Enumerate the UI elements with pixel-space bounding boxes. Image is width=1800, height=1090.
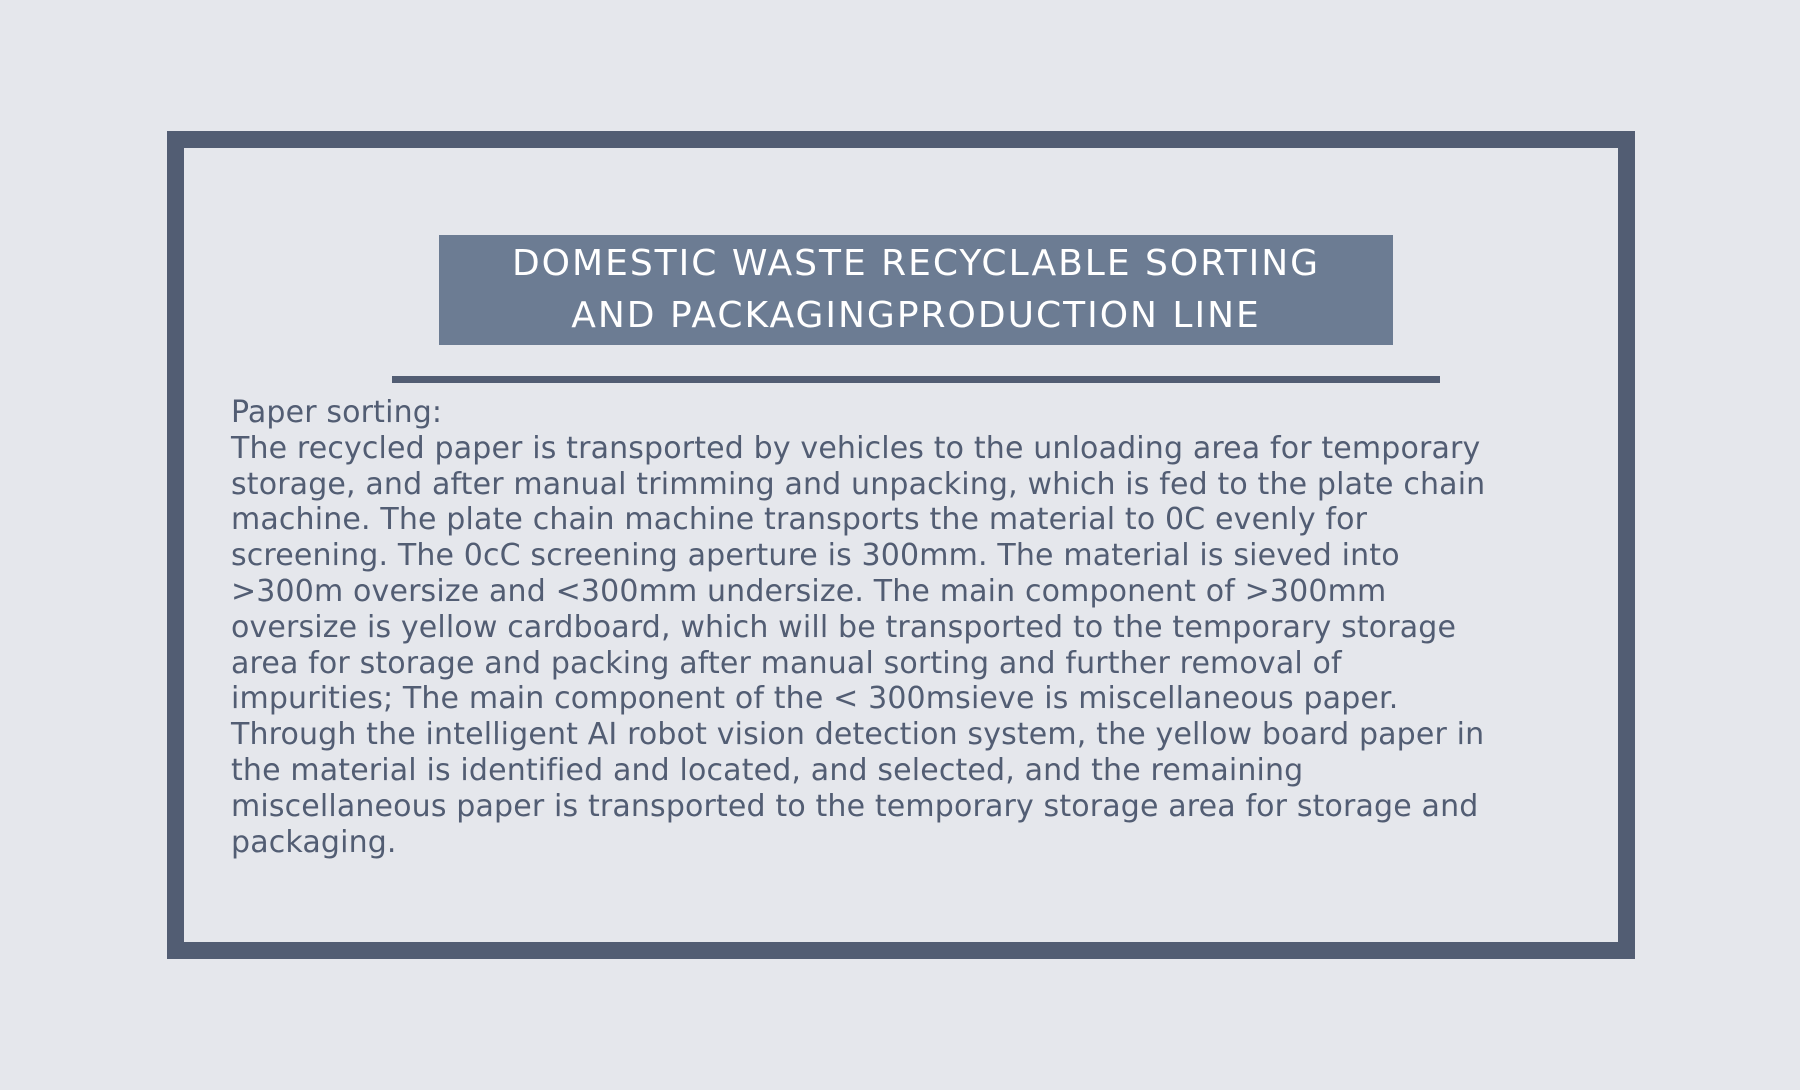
paragraph-line: packaging. — [231, 824, 397, 860]
title-divider — [392, 376, 1440, 383]
paragraph-line: machine. The plate chain machine transports the material to 0C evenly for — [231, 502, 1368, 538]
paragraph-line: oversize is yellow cardboard, which will be transported to the temporary storage — [231, 609, 1457, 645]
paragraph-line: Through the intelligent AI robot vision detection system, the yellow board paper in — [231, 717, 1485, 753]
paragraph-line: area for storage and packing after manual sorting and further removal of — [231, 645, 1342, 681]
paragraph-line: the material is identified and located, and selected, and the remaining — [231, 752, 1304, 788]
title-banner — [439, 235, 1393, 345]
paragraph-line: impurities; The main component of the < 300msieve is miscellaneous paper. — [231, 681, 1399, 717]
section-heading: Paper sorting: — [231, 395, 443, 430]
paragraph-line: miscellaneous paper is transported to the temporary storage area for storage and — [231, 788, 1479, 824]
content-frame — [167, 131, 1635, 959]
title-line-1: DOMESTIC WASTE RECYCLABLE SORTING — [511, 243, 1321, 284]
title-line-2: AND PACKAGINGPRODUCTION LINE — [571, 295, 1261, 336]
body-text — [231, 395, 1591, 860]
paragraph-line: storage, and after manual trimming and unpacking, which is fed to the plate chain — [231, 466, 1486, 502]
paragraph-line: The recycled paper is transported by vehicles to the unloading area for temporary — [231, 430, 1481, 466]
paragraph-line: >300m oversize and <300mm undersize. The main component of >300mm — [231, 573, 1387, 609]
paragraph-line: screening. The 0cC screening aperture is 300mm. The material is sieved into — [231, 538, 1400, 574]
